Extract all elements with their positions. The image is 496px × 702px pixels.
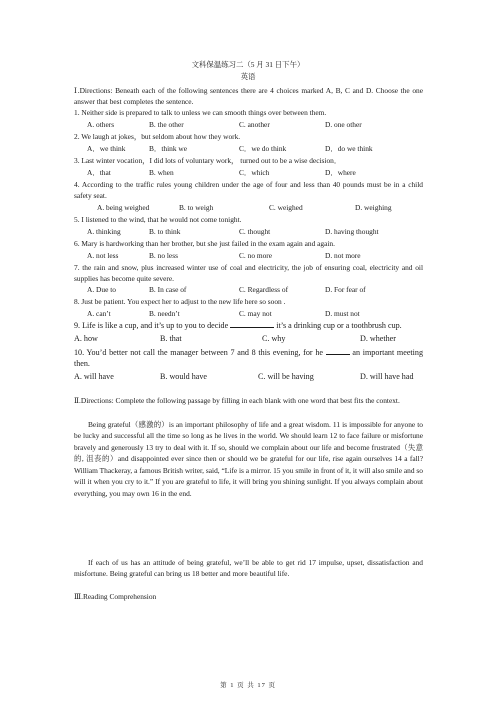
q10-blank <box>326 348 350 355</box>
option-a: A. how <box>74 334 98 343</box>
option-c: C. will be having <box>258 372 314 381</box>
option-a: A. being weighed <box>97 203 150 212</box>
q2-options <box>87 144 373 153</box>
option-a: A．that <box>87 168 111 177</box>
option-a: A. will have <box>74 372 114 381</box>
option-b: B. when <box>149 168 174 177</box>
option-a: A. can’t <box>87 309 111 318</box>
option-b: B. to think <box>149 227 181 236</box>
part1-heading: Ⅰ.Directions: Beneath each of the following sentences there are 4 choices marked A, B, C and D. Choose the one answer that best completes the sentence. <box>74 86 423 107</box>
option-d: D．where <box>325 168 356 177</box>
q5-stem: 5. I listened to the wind, that he would not come tonight. <box>74 215 242 224</box>
q8-options <box>87 309 360 318</box>
option-c: C. why <box>262 334 286 343</box>
option-c: C．which <box>239 168 270 177</box>
q1-options <box>87 120 362 129</box>
q6-options <box>87 251 361 260</box>
q1-stem: 1. Neither side is prepared to talk to unless we can smooth things over between them. <box>74 108 327 117</box>
q9-stem-after: it’s a drinking cup or a toothbrush cup. <box>276 321 402 330</box>
q10-options <box>74 372 414 381</box>
option-b: B. needn’t <box>149 309 180 318</box>
q8-stem: 8. Just be patient. You expect her to adjust to the new life here so soon . <box>74 297 286 306</box>
option-a: A. Due to <box>87 285 116 294</box>
option-c: C. weighed <box>269 203 303 212</box>
option-c: C. thought <box>239 227 271 236</box>
q7-stem: 7. the rain and snow, plus increased winter use of coal and electricity, the job of ensuring coal, electricity and oil supplies has become quite severe. <box>74 263 423 283</box>
option-d: D. weighing <box>355 203 392 212</box>
part2-heading: Ⅱ.Directions: Complete the following passage by filling in each blank with one word that best fits the context. <box>74 396 400 405</box>
q9-options <box>74 334 396 343</box>
option-d: D. not more <box>325 251 361 260</box>
option-c: C. no more <box>239 251 273 260</box>
option-d: D. whether <box>360 334 396 343</box>
page-number: 第 1 页 共 17 页 <box>220 682 276 689</box>
q10-stem-after: an important meeting then. <box>74 348 424 369</box>
option-a: A. others <box>87 120 115 129</box>
q5-options <box>87 227 379 236</box>
q6-stem: 6. Mary is hardworking than her brother, but she just failed in the exam again and again. <box>74 239 335 248</box>
doc-subject: 英语 <box>240 72 256 81</box>
option-b: B. the other <box>149 120 184 129</box>
part2-paragraph-2: If each of us has an attitude of being grateful, we’ll be able to get rid 17 impulse, upset, dissatisfaction and misfortune. Being grateful can bring us 18 better and more beautiful life. <box>74 558 423 579</box>
option-c: C. may not <box>239 309 272 318</box>
q7-options <box>87 285 366 294</box>
option-b: B. no less <box>149 251 178 260</box>
q3-stem: 3. Last winter vocation，I did lots of voluntary work， turned out to be a wise decision． <box>74 156 342 165</box>
option-b: B. that <box>160 334 182 343</box>
q2-stem: 2. We laugh at jokes，but seldom about how they work. <box>74 132 241 141</box>
option-b: B. In case of <box>149 285 187 294</box>
option-d: D. For fear of <box>325 285 366 294</box>
part3-heading: Ⅲ.Reading Comprehension <box>74 592 157 601</box>
q9-blank <box>230 321 274 328</box>
option-c: C. another <box>239 120 270 129</box>
option-c: C. Regardless of <box>239 285 289 294</box>
q4-options <box>97 203 392 212</box>
option-a: A. thinking <box>87 227 121 236</box>
option-b: B. to weigh <box>179 203 214 212</box>
q9-stem-before: 9. Life is like a cup, and it’s up to you to decide <box>74 321 229 330</box>
q3-options <box>87 168 356 177</box>
q9-stem <box>74 321 402 330</box>
option-b: B. would have <box>160 372 207 381</box>
option-d: D. must not <box>325 309 360 318</box>
option-a: A．we think <box>87 144 126 153</box>
part2-paragraph-1: Being grateful（感激的）is an important philosophy of life and a great wisdom. 11 is impossible for anyone to be lucky and successful all the time so long as he lives in the world. We should learn 12 to face failure or misfortune bravely and generously 13 try to deal with it. If so, should we complain about our life and become frustrated（失意的, 沮丧的）and disappointed ever since then or should we be grateful for our life, rise again ourselves 14 a fall? William Thackeray, a famous British writer, said, “Life is a mirror. 15 you smile in front of it, it will also smile and so will it when you cry to it.” If you are grateful to life, it will bring you shining sunlight. If you always complain about everything, you may own 16 in the end. <box>74 420 423 498</box>
option-d: D. one other <box>325 120 362 129</box>
q4-stem: 4. According to the traffic rules young children under the age of four and less than 40 pounds must be in a child safety seat. <box>74 180 423 200</box>
q10-stem-before: 10. You’d better not call the manager between 7 and 8 this evening, for he <box>74 348 323 357</box>
option-a: A. not less <box>87 251 119 260</box>
option-c: C．we do think <box>239 144 287 153</box>
option-d: D. will have had <box>360 372 414 381</box>
option-d: D. having thought <box>325 227 379 236</box>
option-d: D．do we think <box>325 144 373 153</box>
q10-stem <box>74 347 423 370</box>
option-b: B．think we <box>149 144 187 153</box>
doc-title: 文科保温练习二（5 月 31 日下午） <box>191 60 305 69</box>
